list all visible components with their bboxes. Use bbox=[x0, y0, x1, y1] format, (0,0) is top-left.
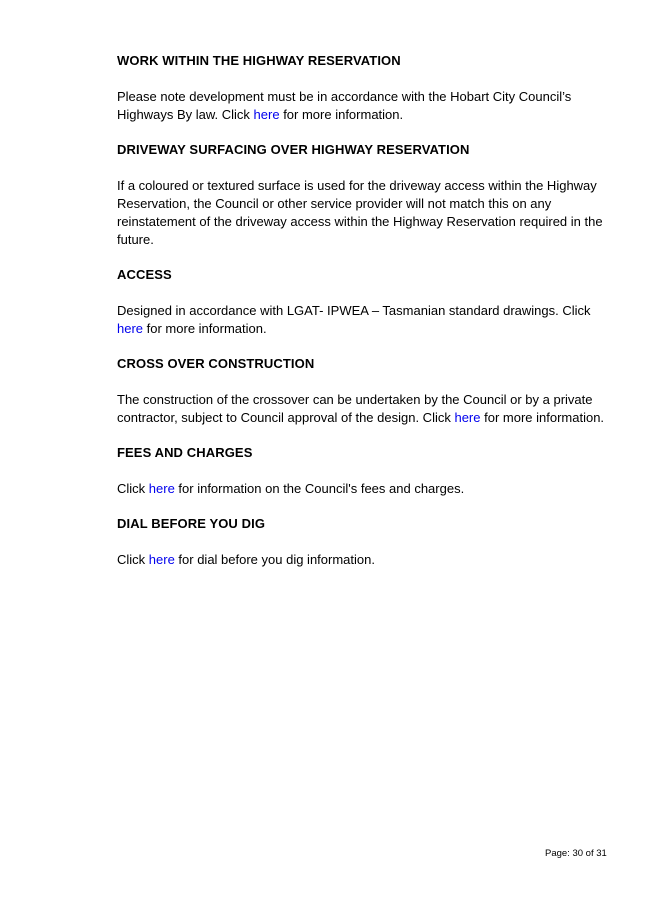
paragraph-text: for more information. bbox=[480, 410, 605, 425]
paragraph-fees-and-charges bbox=[117, 480, 607, 498]
paragraph-text: The construction of the crossover can be undertaken by the Council or by a private contractor, subject to Council approval of the design. Click bbox=[117, 392, 593, 425]
link-fees-and-charges[interactable]: here bbox=[148, 481, 175, 496]
link-highways-by-law[interactable]: here bbox=[253, 107, 280, 122]
heading-cross-over-construction: CROSS OVER CONSTRUCTION bbox=[117, 356, 315, 371]
link-crossover-information[interactable]: here bbox=[454, 410, 481, 425]
paragraph-text: Click bbox=[117, 481, 149, 496]
paragraph-text: for dial before you dig information. bbox=[174, 552, 375, 567]
heading-fees-and-charges: FEES AND CHARGES bbox=[117, 445, 253, 460]
paragraph-text: for more information. bbox=[279, 107, 404, 122]
paragraph-text: Designed in accordance with LGAT- IPWEA – Tasmanian standard drawings. Click bbox=[117, 303, 591, 318]
heading-dial-before-you-dig: DIAL BEFORE YOU DIG bbox=[117, 516, 266, 531]
paragraph-dial-before-you-dig bbox=[117, 551, 607, 569]
paragraph-text: for more information. bbox=[143, 321, 267, 336]
page-number: Page: 30 of 31 bbox=[545, 848, 607, 859]
link-dial-before-you-dig[interactable]: here bbox=[148, 552, 175, 567]
link-standard-drawings[interactable]: here bbox=[117, 321, 144, 336]
paragraph-text: Click bbox=[117, 552, 149, 567]
paragraph-driveway-surfacing: If a coloured or textured surface is used for the driveway access within the Highway Reservation, the Council or other service provider will not match this on any reinstatement of the driveway access within the Highway Reservation required in the future. bbox=[117, 178, 603, 247]
heading-work-within-highway-reservation: WORK WITHIN THE HIGHWAY RESERVATION bbox=[117, 53, 401, 68]
paragraph-work-within-highway-reservation bbox=[117, 88, 607, 124]
paragraph-access bbox=[117, 302, 607, 338]
heading-access: ACCESS bbox=[117, 267, 172, 282]
paragraph-cross-over-construction bbox=[117, 391, 607, 427]
paragraph-text: for information on the Council's fees and charges. bbox=[174, 481, 465, 496]
paragraph-text: Please note development must be in accordance with the Hobart City Council’s Highways By law. Click bbox=[117, 89, 572, 122]
heading-driveway-surfacing: DRIVEWAY SURFACING OVER HIGHWAY RESERVATION bbox=[117, 142, 470, 157]
document-page bbox=[117, 52, 607, 569]
